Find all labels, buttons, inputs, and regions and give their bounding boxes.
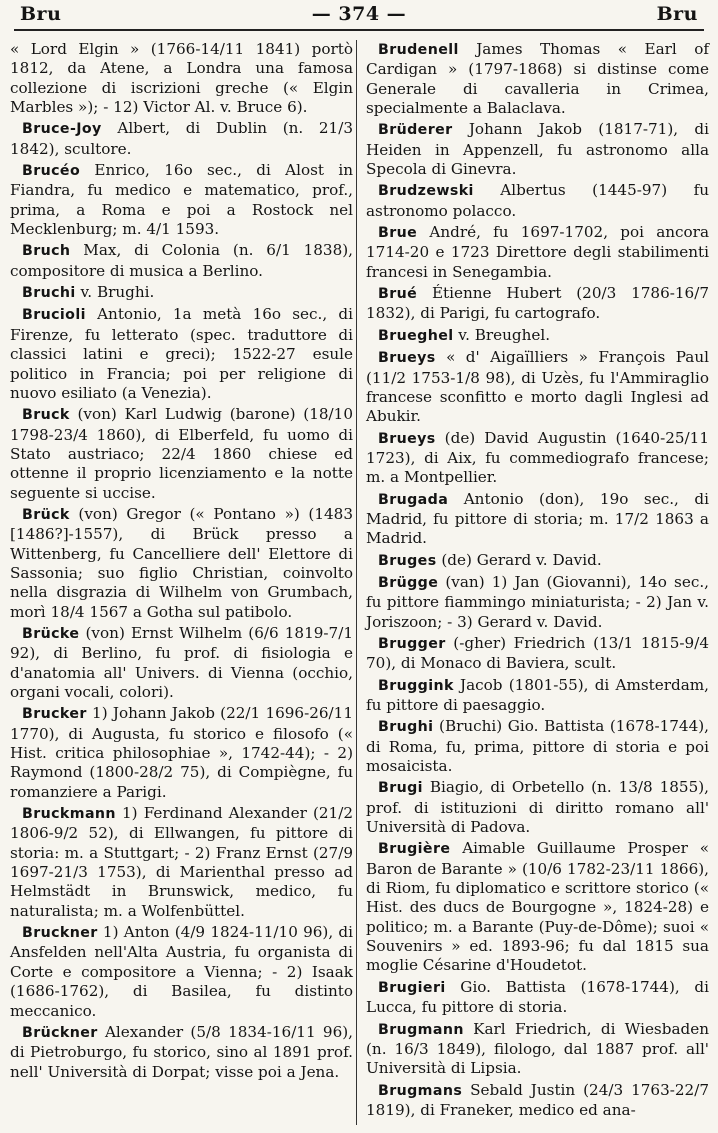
page-header: [14, 0, 704, 34]
entry-text: Étienne Hubert (20/3 1786-16/7 1832), di Parigi, fu cartografo.: [366, 284, 709, 323]
running-head-right: Bru: [656, 3, 698, 25]
dictionary-entry: [366, 1081, 709, 1121]
dictionary-entry: [366, 1020, 709, 1079]
dictionary-entry: [10, 241, 353, 281]
entry-headword: Brugmans: [378, 1082, 463, 1099]
entry-text: André, fu 1697-1702, poi ancora 1714-20 e 1723 Direttore degli stabilimenti francesi in Senegambia.: [366, 223, 709, 281]
entry-text: (von) Gregor (« Pontano ») (1483 [1486?]-1557), di Brück presso a Wittenberg, fu Cancelliere dell' Elettore di Sassonia; suo figlio Christian, coinvolto nella disgrazia di Wilhelm von Grumbach, morì 18/4 1567 a Gotha sul patibolo.: [10, 504, 353, 621]
entry-headword: Bruges: [378, 552, 437, 569]
entry-headword: Brügge: [378, 574, 439, 591]
entry-headword: Bruch: [22, 243, 71, 260]
entry-text: Max, di Colonia (n. 6/1 1838), compositore di musica a Berlino.: [10, 241, 353, 280]
entry-headword: Brudenell: [378, 42, 459, 58]
dictionary-entry: [366, 326, 709, 346]
entry-headword: Brugière: [378, 841, 451, 858]
entry-headword: Brugada: [378, 491, 449, 508]
entry-headword: Brueys: [378, 350, 436, 367]
dictionary-entry: [10, 923, 353, 1021]
right-column: [366, 40, 709, 1122]
dictionary-entry: [366, 40, 709, 118]
dictionary-entry: [366, 429, 709, 488]
dictionary-entry: [10, 1023, 353, 1082]
entry-text: (von) Karl Ludwig (barone) (18/10 1798-23/4 1860), di Elberfeld, fu uomo di Stato austriaco; 22/4 1860 chiese ed ottenne il proprio licenziamento e la notte seguente si uccise.: [10, 405, 353, 502]
dictionary-entry: [366, 839, 709, 975]
entry-text: Antonio, 1a metà 16o sec., di Firenze, fu letterato (spec. traduttore di classici latini e greci); 1522-27 esule politico in Francia; poi per religione di nuovo esiliato (a Venezia).: [10, 305, 353, 402]
entry-headword: Brue: [378, 225, 418, 242]
dictionary-entry: [10, 283, 353, 303]
entry-headword: Brücke: [22, 625, 80, 642]
entry-headword: Brucker: [22, 706, 87, 723]
entry-headword: Brueghel: [378, 327, 454, 344]
entry-headword: Bruckmann: [22, 806, 116, 823]
entry-text: Aimable Guillaume Prosper « Baron de Barante » (10/6 1782-23/11 1866), di Riom, fu diplomatico e scrittore storico (« Hist. des ducs de Bourgogne », 1824-28) e politico; m. a Barante (Puy-de-Dôme); suoi « Souvenirs » ed. 1893-96; fu dal 1815 sua moglie Césarine d'Houdetot.: [366, 839, 709, 975]
dictionary-entry: [366, 551, 709, 571]
left-column: [10, 40, 353, 1084]
entry-headword: Brucéo: [22, 163, 81, 180]
entry-headword: Bruggink: [378, 677, 454, 694]
entry-text: 1) Johann Jakob (22/1 1696-26/11 1770), di Augusta, fu storico e filosofo (« Hist. critica philosophiae », 1742-44); - 2) Raymond (1800-28/2 75), di Compiègne, fu romanziere a Parigi.: [10, 704, 353, 801]
entry-headword: Bruckner: [22, 925, 98, 942]
entry-text: « d' Aigaïlliers » François Paul (11/2 1753-1/8 98), di Uzès, fu l'Ammiraglio francese sconfitto e morto dagli Inglesi ad Abukir.: [366, 348, 709, 426]
entry-headword: Brück: [22, 506, 70, 523]
entry-text: (von) Ernst Wilhelm (6/6 1819-7/1 92), di Berlino, fu prof. di fisiologia e d'anatomia all' Univers. di Vienna (occhio, organi vocali, colori).: [10, 623, 353, 701]
dictionary-entry: [10, 40, 353, 117]
column-divider: [356, 40, 357, 1125]
dictionary-entry: [10, 405, 353, 503]
dictionary-entry: [366, 348, 709, 426]
entry-text: Gio. Battista (1678-1744), di Lucca, fu pittore di storia.: [366, 977, 709, 1017]
dictionary-entry: [366, 490, 709, 549]
dictionary-entry: [366, 120, 709, 179]
entry-text: Jacob (1801-55), di Amsterdam, fu pittore di paesaggio.: [366, 675, 709, 714]
entry-headword: Brugi: [378, 780, 423, 797]
entry-text: v. Brughi.: [75, 283, 155, 302]
dictionary-entry: [10, 161, 353, 239]
entry-text: (de) Gerard v. David.: [436, 550, 602, 569]
entry-text: v. Breughel.: [453, 325, 551, 344]
entry-headword: Bruck: [22, 407, 70, 424]
dictionary-entry: [366, 181, 709, 221]
dictionary-entry: [366, 223, 709, 282]
entry-headword: Bruchi: [22, 285, 76, 302]
entry-text: (van) 1) Jan (Giovanni), 14o sec., fu pittore fiammingo miniaturista; - 2) Jan v. Joriszoon; - 3) Gerard v. David.: [366, 572, 709, 631]
entry-text: (Bruchi) Gio. Battista (1678-1744), di Roma, fu, prima, pittore di storia e poi mosaicista.: [366, 717, 709, 776]
dictionary-entry: [366, 676, 709, 716]
entry-headword: Brüderer: [378, 122, 453, 139]
entry-text: « Lord Elgin » (1766-14/11 1841) portò 1812, da Atene, a Londra una famosa collezione di iscrizioni greche (« Elgin Marbles »); - 12) Victor Al. v. Bruce 6).: [10, 40, 353, 117]
entry-headword: Brückner: [22, 1024, 98, 1041]
entry-text: James Thomas « Earl of Cardigan » (1797-1868) si distinse come Generale di cavalleria in Crimea, specialmente a Balaclava.: [366, 40, 709, 118]
entry-text: Alexander (5/8 1834-16/11 96), di Pietroburgo, fu storico, sino al 1891 prof. nell' Università di Dorpat; visse poi a Jena.: [10, 1022, 353, 1081]
dictionary-entry: [366, 978, 709, 1018]
entry-headword: Brucioli: [22, 307, 86, 324]
entry-text: Albertus (1445-97) fu astronomo polacco.: [366, 181, 709, 220]
dictionary-entry: [10, 624, 353, 702]
dictionary-entry: [366, 634, 709, 674]
entry-headword: Brughi: [378, 719, 434, 736]
entry-text: Antonio (don), 19o sec., di Madrid, fu pittore di storia; m. 17/2 1863 a Madrid.: [366, 489, 709, 548]
dictionary-entry: [10, 505, 353, 622]
entry-text: Biagio, di Orbetello (n. 13/8 1855), prof. di istituzioni di diritto romano all' Università di Padova.: [366, 778, 709, 837]
entry-headword: Brugieri: [378, 979, 446, 996]
dictionary-entry: [10, 119, 353, 159]
entry-headword: Brugmann: [378, 1021, 464, 1038]
entry-text: (de) David Augustin (1640-25/11 1723), di Aix, fu commediografo francese; m. a Montpellier.: [366, 428, 709, 487]
dictionary-entry: [366, 573, 709, 632]
entry-text: Johann Jakob (1817-71), di Heiden in Appenzell, fu astronomo alla Specola di Ginevra.: [366, 120, 709, 179]
header-rule: [14, 29, 704, 31]
entry-text: Karl Friedrich, di Wiesbaden (n. 16/3 1849), filologo, dal 1887 prof. all' Università di Lipsia.: [366, 1019, 709, 1078]
entry-text: 1) Ferdinand Alexander (21/2 1806-9/2 52), di Ellwangen, fu pittore di storia: m. a Stuttgart; - 2) Franz Ernst (27/9 1697-21/3 1753), di Marienthal presso ad Helmstädt in Brunswick, medico, fu naturalista; m. a Wolfenbüttel.: [10, 804, 353, 920]
entry-text: 1) Anton (4/9 1824-11/10 96), di Ansfelden nell'Alta Austria, fu organista di Corte e compositore a Vienna; - 2) Isaak (1686-1762), di Basilea, fu distinto meccanico.: [10, 923, 353, 1020]
entry-headword: Brudzewski: [378, 183, 474, 200]
dictionary-entry: [10, 804, 353, 921]
entry-headword: Bruce-Joy: [22, 121, 102, 138]
dictionary-entry: [10, 305, 353, 403]
entry-text: Sebald Justin (24/3 1763-22/7 1819), di Franeker, medico ed ana-: [366, 1080, 709, 1119]
entry-text: (-gher) Friedrich (13/1 1815-9/4 70), di Monaco di Baviera, scult.: [366, 633, 709, 673]
entry-headword: Brugger: [378, 635, 446, 652]
dictionary-entry: [366, 778, 709, 837]
entry-text: Albert, di Dublin (n. 21/3 1842), scultore.: [10, 119, 353, 158]
entry-headword: Brué: [378, 286, 418, 303]
entry-text: Enrico, 16o sec., di Alost in Fiandra, fu medico e matematico, prof., prima, a Roma e poi a Rostock nel Mecklenburg; m. 4/1 1593.: [10, 161, 353, 239]
dictionary-entry: [10, 704, 353, 802]
entry-headword: Brueys: [378, 430, 436, 447]
running-head-left: Bru: [20, 3, 62, 25]
page-number: — 374 —: [311, 3, 407, 25]
dictionary-entry: [366, 717, 709, 776]
dictionary-entry: [366, 284, 709, 324]
